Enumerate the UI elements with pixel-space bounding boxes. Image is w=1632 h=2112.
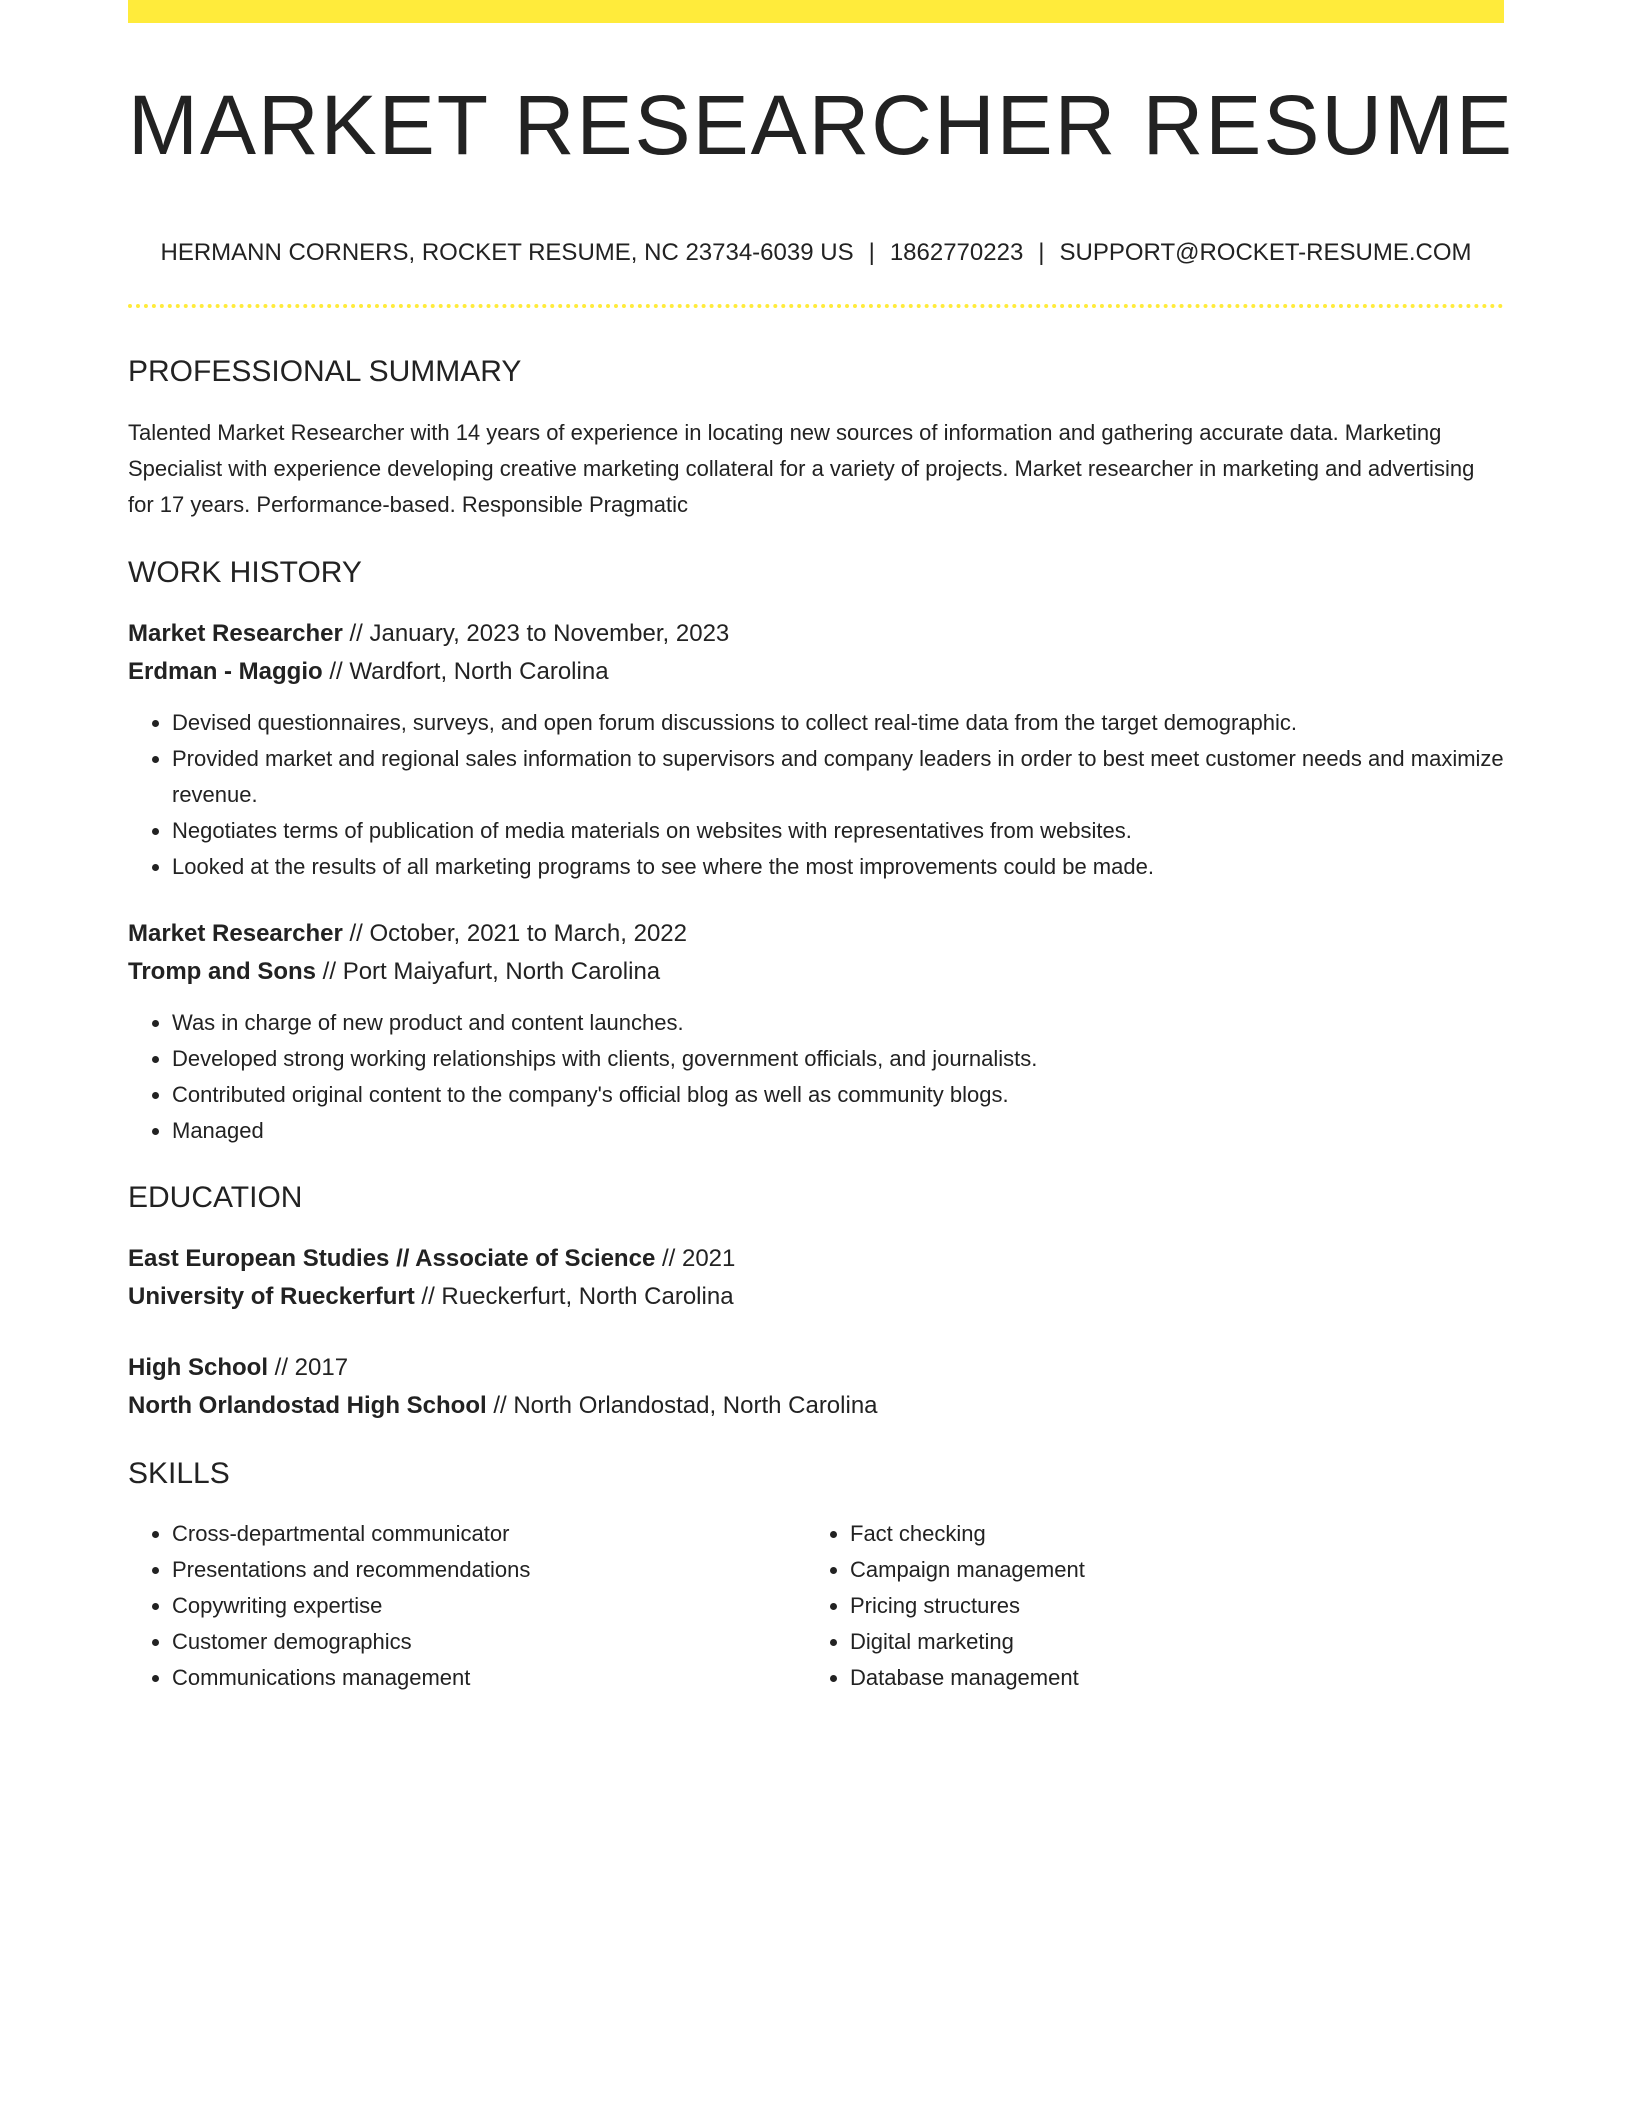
job-dates: // October, 2021 to March, 2022	[342, 920, 687, 947]
list-item: • Devised questionnaires, surveys, and open forum discussions to collect real-time data from the target demographic.	[172, 705, 1504, 741]
job-company: Erdman - Maggio	[128, 658, 323, 685]
education-school: North Orlandostad High School	[128, 1392, 487, 1419]
education-school-line	[128, 1387, 1504, 1425]
list-item: • Developed strong working relationships with clients, government officials, and journalists.	[172, 1041, 1504, 1077]
skills-column-left	[128, 1516, 806, 1696]
list-item: • Negotiates terms of publication of media materials on websites with representatives from websites.	[172, 813, 1504, 849]
job-bullets	[128, 705, 1504, 885]
job-title-line	[128, 615, 1504, 653]
resume-page	[128, 0, 1515, 1696]
list-item: • Database management	[850, 1660, 1484, 1696]
job-location: // Port Maiyafurt, North Carolina	[316, 958, 661, 985]
education-degree-line	[128, 1240, 1504, 1278]
job-title: Market Researcher	[128, 620, 343, 647]
resume-title: MARKET RESEARCHER RESUME	[128, 78, 1515, 172]
contact-phone: 1862770223	[889, 239, 1024, 266]
list-item: • Provided market and regional sales information to supervisors and company leaders in order to best meet customer needs and maximize revenue.	[172, 741, 1504, 813]
job-location: // Wardfort, North Carolina	[322, 658, 609, 685]
education-entry	[128, 1349, 1504, 1425]
summary-text: Talented Market Researcher with 14 years of experience in locating new sources of information and gathering accurate data. Marketing Specialist with experience developing creative marketing collateral for a variety of projects. Market researcher in marketing and advertising for 17 years. Performance-based. Responsible Pragmatic	[128, 420, 1475, 517]
education-location: // Rueckerfurt, North Carolina	[414, 1283, 734, 1310]
summary-heading: PROFESSIONAL SUMMARY	[128, 355, 522, 388]
list-item: • Cross-departmental communicator	[172, 1516, 806, 1552]
education-degree: East European Studies // Associate of Science	[128, 1245, 656, 1272]
list-item: • Contributed original content to the company's official blog as well as community blogs.	[172, 1077, 1504, 1113]
job-entry	[128, 615, 1504, 885]
job-bullets	[128, 1005, 1504, 1149]
skills-heading: SKILLS	[128, 1457, 230, 1490]
education-school: University of Rueckerfurt	[128, 1283, 415, 1310]
work-history-heading: WORK HISTORY	[128, 556, 362, 589]
education-degree: High School	[128, 1354, 268, 1381]
job-title: Market Researcher	[128, 920, 343, 947]
dotted-divider	[128, 304, 1504, 308]
list-item: • Looked at the results of all marketing programs to see where the most improvements could be made.	[172, 849, 1504, 885]
job-company-line	[128, 953, 1504, 991]
contact-separator: |	[1038, 239, 1045, 266]
contact-line	[128, 241, 1504, 265]
list-item: • Campaign management	[850, 1552, 1484, 1588]
education-entry	[128, 1240, 1504, 1316]
contact-email: SUPPORT@ROCKET-RESUME.COM	[1059, 239, 1472, 266]
education-school-line	[128, 1278, 1504, 1316]
list-item: • Digital marketing	[850, 1624, 1484, 1660]
list-item: • Presentations and recommendations	[172, 1552, 806, 1588]
list-item: • Was in charge of new product and content launches.	[172, 1005, 1504, 1041]
list-item: • Communications management	[172, 1660, 806, 1696]
education-heading: EDUCATION	[128, 1181, 303, 1214]
list-item: • Copywriting expertise	[172, 1588, 806, 1624]
contact-address: HERMANN CORNERS, ROCKET RESUME, NC 23734-6039 US	[160, 239, 854, 266]
list-item: • Managed	[172, 1113, 1504, 1149]
list-item: • Customer demographics	[172, 1624, 806, 1660]
job-company: Tromp and Sons	[128, 958, 317, 985]
list-item: • Pricing structures	[850, 1588, 1484, 1624]
job-company-line	[128, 653, 1504, 691]
job-title-line	[128, 915, 1504, 953]
list-item: • Fact checking	[850, 1516, 1484, 1552]
job-dates: // January, 2023 to November, 2023	[342, 620, 730, 647]
job-entry	[128, 915, 1504, 1149]
education-year: // 2017	[268, 1354, 349, 1381]
skills-grid	[128, 1516, 1504, 1696]
skills-column-right	[806, 1516, 1484, 1696]
education-location: // North Orlandostad, North Carolina	[486, 1392, 878, 1419]
contact-separator: |	[868, 239, 875, 266]
education-degree-line	[128, 1349, 1504, 1387]
top-accent-bar	[128, 0, 1504, 23]
education-year: // 2021	[655, 1245, 736, 1272]
